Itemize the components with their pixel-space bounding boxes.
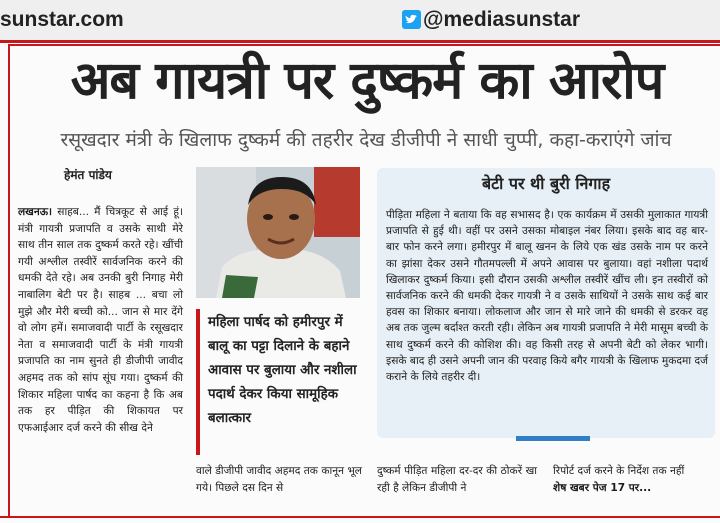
top-divider [0, 40, 720, 42]
dateline: लखनऊ। [18, 206, 53, 218]
twitter-handle[interactable] [402, 8, 580, 32]
minister-photo [196, 167, 360, 298]
byline: हेमंत पांडेय [64, 168, 112, 182]
article-column-2: वाले डीजीपी जावीद अहमद तक कानून भूल गये। पिछले दस दिन से [196, 465, 362, 494]
pull-quote-text: महिला पार्षद को हमीरपुर में बालू का पट्टा दिलाने के बहाने आवास पर बुलाया और नशीला पदार्थ देकर किया सामूहिक बलात्कार [208, 315, 357, 426]
portrait-image [196, 167, 360, 298]
site-name[interactable]: sunstar.com [0, 8, 124, 31]
twitter-icon [402, 10, 421, 29]
subheadline: रसूखदार मंत्री के खिलाफ दुष्कर्म की तहरीर देख डीजीपी ने साधी चुप्पी, कहा-कराएंगे जांच [60, 129, 672, 151]
masthead-bar [0, 0, 720, 43]
continued-link[interactable]: शेष खबर पेज 17 पर... [553, 481, 652, 494]
article-column-4 [553, 463, 710, 496]
pull-quote [196, 309, 366, 455]
column-1-text: साहब... मैं चित्रकूट से आई हूं। मंत्री गायत्री प्रजापति व उसके साथी मेरे साथ तीन साल तक दुष्कर्म करते रहे। खींची गयी अश्लील तस्वीरें सार्वजनिक करने की धमकी देते रहे। अब उनकी बुरी निगाह मेरी नाबालिग बेटी पर है। साहब ... बचा लो मुझे और मेरी बच्ची को... जान से मार देंगे वो लोग हमें। समाजवादी पार्टी के रसूखदार नेता व समाजवादी पार्टी के मंत्री गायत्री प्रजापति का नाम सुनते ही डीजीपी जावीद अहमद तक को सांप सूंघ गया। दुष्कर्म की शिकार महिला पार्षद का कहना है कि अब तक हर पीड़ित की शिकायत पर एफआईआर दर्ज करने की सीख देने [18, 206, 183, 434]
bottom-divider [0, 516, 720, 518]
headline: अब गायत्री पर दुष्कर्म का आरोप [70, 51, 664, 111]
article-column-3: दुष्कर्म पीड़ित महिला दर-दर की ठोकरें खा रही है लेकिन डीजीपी ने [377, 465, 537, 494]
column-4-text: रिपोर्ट दर्ज करने के निर्देश तक नहीं [553, 465, 685, 477]
twitter-handle-label: @mediasunstar [423, 8, 581, 31]
sidebar-box-accent [516, 436, 590, 441]
article-column-1 [18, 204, 183, 436]
sidebar-box-text: पीड़िता महिला ने बताया कि वह सभासद है। एक कार्यक्रम में उसकी मुलाकात गायत्री प्रजापति से हुई थी। वहीं पर उसने उसका मोबाइल नंबर लिया। इसके बाद वह बार-बार फोन करने लगा। हमीरपुर में बालू खनन के लिये एक खंड उसके नाम पर करने का झांसा देकर उसने गौतमपल्ली में अपने आवास पर बुलाया। वहां नशीला पदार्थ खिलाकर दुष्कर्म किया। इसी दौरान उसकी अश्लील तस्वीरें खींच ली। इन तस्वीरों को सार्वजनिक करने की धमकी देकर गायत्री ने व उसके साथियों ने उसके साथ कई बार हवस का शिकार बनाया। लोकलाज और जान से मारे जाने की धमकी से डरकर वह अब तक जुल्म बर्दाश्त करती रही। लेकिन अब गायत्री प्रजापति ने मेरी मासूम बच्ची के साथ दुष्कर्म करने की कोशिश की। वह किसी तरह से अपनी बेटी को लेकर भागी। इसके बाद ही उसने अपनी जान की परवाह किये बगैर गायत्री के खिलाफ मुकदमा दर्ज कराने के लिये तहरीर दी। [386, 209, 708, 384]
sidebar-box-title: बेटी पर थी बुरी निगाह [481, 174, 611, 193]
